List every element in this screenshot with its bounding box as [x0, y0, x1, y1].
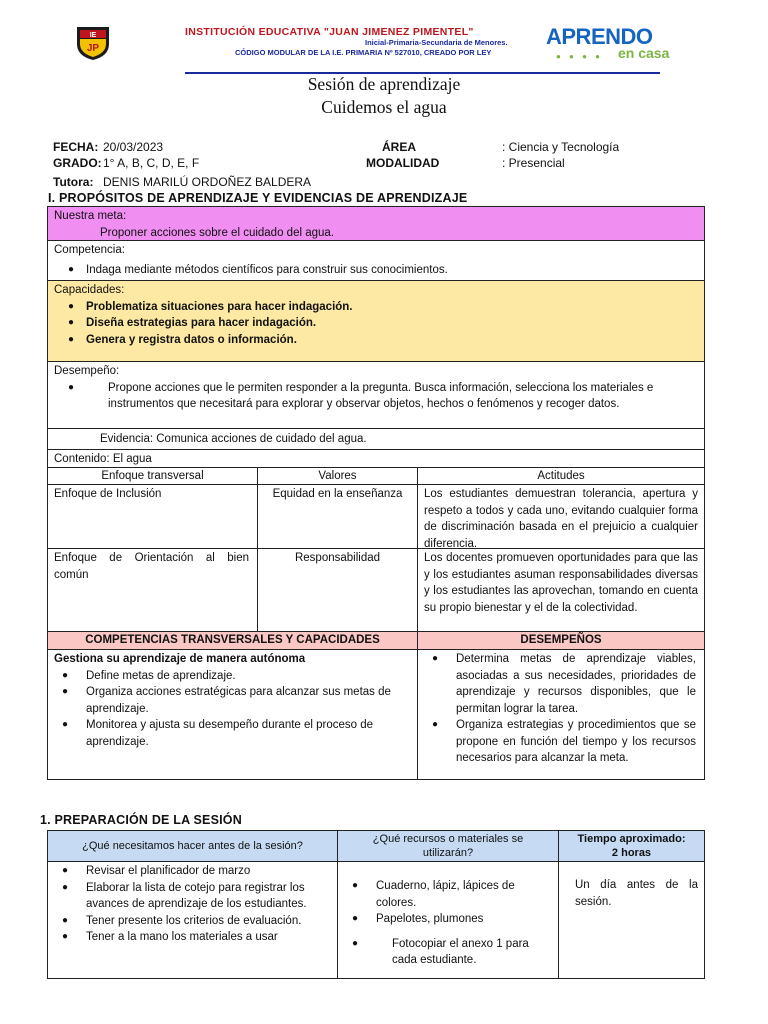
grado-label: GRADO:	[53, 156, 102, 170]
valor-cell: Equidad en la enseñanza	[257, 484, 418, 549]
ct-header: COMPETENCIAS TRANSVERSALES Y CAPACIDADES	[47, 631, 418, 650]
antes-cell	[47, 861, 338, 979]
area-label: ÁREA	[382, 140, 417, 154]
capacidades-label: Capacidades:	[54, 284, 125, 296]
antes-item: ● Tener a la mano los materiales a usar	[54, 929, 331, 946]
competencia-cell	[47, 240, 705, 281]
institution-levels: Inicial-Primaria-Secundaria de Menores.	[365, 38, 508, 47]
antes-item: ● Elaborar la lista de cotejo para registrar los avances de aprendizaje de los estudiantes.	[54, 880, 331, 913]
capacidades-cell	[47, 280, 705, 362]
recursos-header: ¿Qué recursos o materiales se utilizarán?	[337, 830, 559, 862]
antes-header: ¿Qué necesitamos hacer antes de la sesión?	[47, 830, 338, 862]
institution-name: INSTITUCIÓN EDUCATIVA "JUAN JIMENEZ PIMENTEL"	[185, 26, 474, 38]
desempeno-ct-item: ● Determina metas de aprendizaje viables, asociadas a sus necesidades, prioridades de aprendizaje y recursos disponibles, que le permitan lograr la tarea.	[424, 651, 696, 717]
aprendo-brand-sub: en casa	[618, 45, 670, 61]
enfoque-header: Enfoque transversal	[47, 467, 258, 485]
recursos-cell	[337, 861, 559, 979]
capacidad-item: ● Genera y registra datos o información.	[54, 332, 698, 349]
valor-cell: Responsabilidad	[257, 548, 418, 632]
ct-item: ● Define metas de aprendizaje.	[54, 668, 407, 685]
brand-dots: ● ● ● ●	[556, 52, 603, 61]
tutora-label: Tutora:	[53, 175, 94, 189]
svg-text:JP: JP	[86, 43, 100, 54]
fecha-label: FECHA:	[53, 140, 99, 154]
ct-cell	[47, 649, 418, 780]
session-subtitle: Cuidemos el agua	[321, 97, 447, 117]
desempenos-cell	[417, 649, 705, 780]
ct-item: ● Monitorea y ajusta su desempeño durante el proceso de aprendizaje.	[54, 717, 407, 750]
desempeno-item: ● Propone acciones que le permiten responder a la pregunta. Busca información, selecciona los materiales e instrumentos que necesitará para explorar y observar objetos, hechos o fenómenos y recoger datos.	[54, 380, 668, 413]
meta-label: Nuestra meta:	[54, 210, 127, 222]
recurso-item: ● Papelotes, plumones	[344, 911, 546, 928]
svg-text:IE: IE	[89, 32, 97, 39]
area-value: : Ciencia y Tecnología	[502, 140, 620, 154]
contenido-text: Contenido: El agua	[54, 453, 152, 465]
capacidad-item: ● Problematiza situaciones para hacer indagación.	[54, 299, 698, 316]
recurso-item: ● Cuaderno, lápiz, lápices de colores.	[344, 878, 546, 911]
tiempo-cell: Un día antes de la sesión.	[558, 861, 705, 979]
actitud-cell: Los docentes promueven oportunidades para que las y los estudiantes asuman responsabilidades diversas y los estudiantes las aprovechan, tomando en cuenta su propio bienestar y el de la colectividad.	[417, 548, 705, 632]
aprendo-brand-logo: APRENDO	[546, 24, 653, 49]
desempeno-cell	[47, 361, 705, 429]
contenido-cell	[47, 449, 705, 468]
ct-item: ● Organiza acciones estratégicas para alcanzar sus metas de aprendizaje.	[54, 684, 407, 717]
desempenos-header: DESEMPEÑOS	[417, 631, 705, 650]
competencia-label: Competencia:	[54, 244, 125, 256]
actitud-cell: Los estudiantes demuestran tolerancia, apertura y respeto a todos y cada uno, evitando cualquier forma de discriminación basada en el prejuicio a cualquier diferencia.	[417, 484, 705, 549]
competencia-item: ● Indaga mediante métodos científicos para construir sus conocimientos.	[54, 262, 698, 279]
institution-code: CÓDIGO MODULAR DE LA I.E. PRIMARIA Nº 527010, CREADO POR LEY	[235, 48, 492, 57]
antes-item: ● Revisar el planificador de marzo	[54, 863, 331, 880]
valores-header: Valores	[257, 467, 418, 485]
evidencia-cell	[47, 428, 705, 450]
fecha-value: 20/03/2023	[103, 140, 164, 154]
actitudes-header: Actitudes	[417, 467, 705, 485]
antes-item: ● Tener presente los criterios de evaluación.	[54, 913, 331, 930]
meta-text: Proponer acciones sobre el cuidado del agua.	[100, 226, 334, 239]
school-logo	[74, 24, 112, 62]
enfoque-cell: Enfoque de Orientación al bien común	[47, 548, 258, 632]
section-1-heading: I. PROPÓSITOS DE APRENDIZAJE Y EVIDENCIAS DE APRENDIZAJE	[48, 191, 468, 205]
tutora-value: DENIS MARILÚ ORDOÑEZ BALDERA	[103, 175, 312, 189]
enfoque-cell: Enfoque de Inclusión	[47, 484, 258, 549]
session-title: Sesión de aprendizaje	[307, 74, 461, 94]
modalidad-label: MODALIDAD	[366, 156, 440, 170]
capacidad-item: ● Diseña estrategias para hacer indagación.	[54, 315, 698, 332]
recurso-item: ● Fotocopiar el anexo 1 para cada estudiante.	[344, 936, 546, 969]
meta-cell	[47, 206, 705, 241]
desempeno-label: Desempeño:	[54, 365, 120, 377]
grado-value: 1° A, B, C, D, E, F	[103, 156, 200, 170]
desempeno-ct-item: ● Organiza estrategias y procedimientos que se propone en función del tiempo y los recursos necesarios para alcanzar la meta.	[424, 717, 696, 767]
tiempo-header: Tiempo aproximado: 2 horas	[558, 830, 705, 862]
modalidad-value: : Presencial	[502, 156, 565, 170]
section-2-heading: 1. PREPARACIÓN DE LA SESIÓN	[40, 813, 242, 827]
ct-title: Gestiona su aprendizaje de manera autónoma	[54, 653, 306, 665]
evidencia-text: Evidencia: Comunica acciones de cuidado del agua.	[100, 433, 367, 445]
